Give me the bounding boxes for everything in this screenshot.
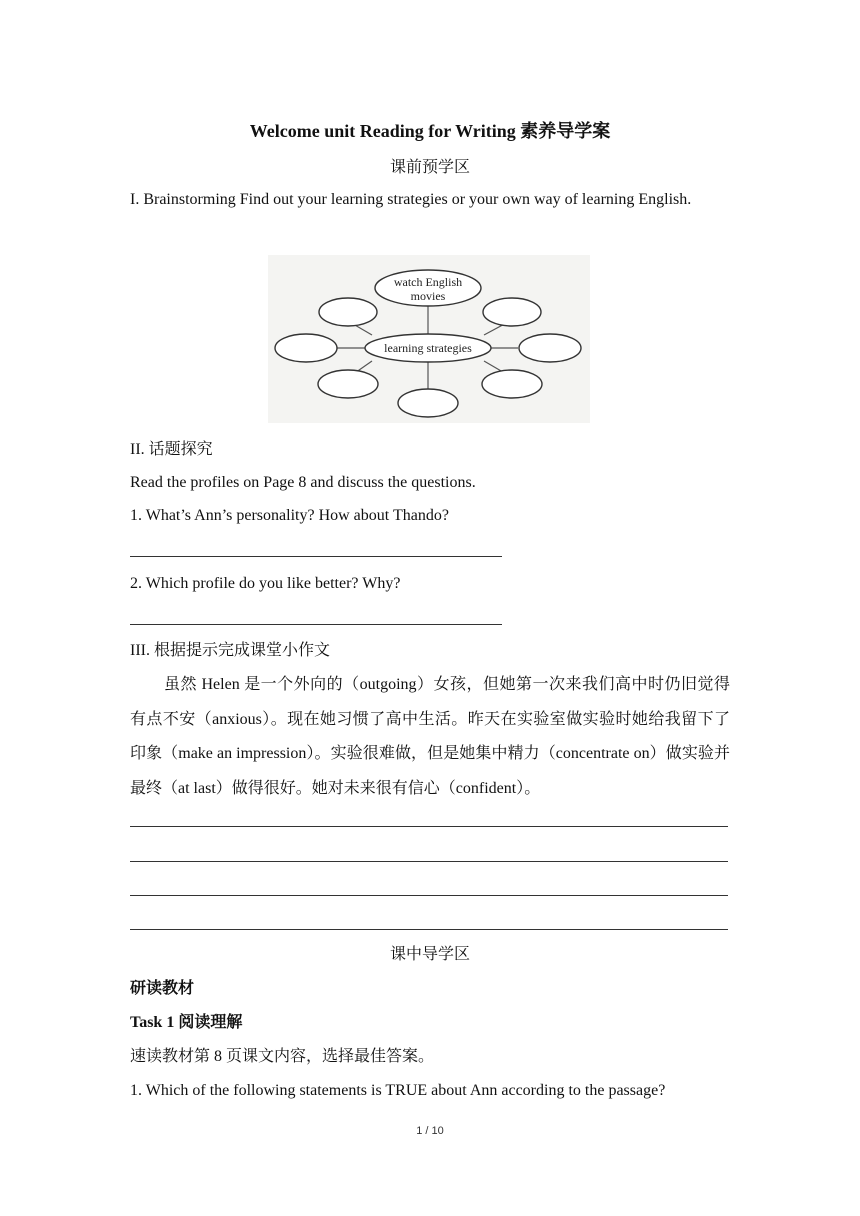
writing-line-1[interactable] xyxy=(130,826,728,827)
task-1-instruction: 速读教材第 8 页课文内容，选择最佳答案。 xyxy=(130,1048,435,1065)
task-1-question-1: 1. Which of the following statements is TRUE about Ann according to the passage? xyxy=(130,1082,666,1099)
answer-line-q1[interactable] xyxy=(130,556,502,557)
blank-node-left xyxy=(275,334,337,362)
center-node-label: learning strategies xyxy=(384,341,472,355)
composition-prompt: 虽然 Helen 是一个外向的（outgoing）女孩，但她第一次来我们高中时仍旧觉得有点不安（anxious）。现在她习惯了高中生活。昨天在实验室做实验时她给我留下了印象（make an impression）。实验很难做，但是她集中精力（concentrate on）做实验并最终（at last）做得很好。她对未来很有信心（confident）。 xyxy=(130,676,730,797)
question-1: 1. What’s Ann’s personality? How about Thando? xyxy=(130,507,449,524)
composition-heading: III. 根据提示完成课堂小作文 xyxy=(130,642,330,659)
blank-node-lower-left xyxy=(318,370,378,398)
question-2: 2. Which profile do you like better? Why? xyxy=(130,575,401,592)
blank-node-upper-right xyxy=(483,298,541,326)
task-1-title: Task 1 阅读理解 xyxy=(130,1014,243,1031)
brainstorming-instruction: I. Brainstorming Find out your learning strategies or your own way of learning English. xyxy=(130,191,692,208)
blank-node-upper-left xyxy=(319,298,377,326)
document-title: Welcome unit Reading for Writing 素养导学案 xyxy=(249,121,611,141)
topic-exploration-heading: II. 话题探究 xyxy=(130,441,213,458)
profiles-instruction: Read the profiles on Page 8 and discuss the questions. xyxy=(130,474,476,491)
section-heading-pre-class: 课前预学区 xyxy=(389,159,470,176)
learning-strategies-mind-map xyxy=(268,255,590,423)
top-node-label-line2: movies xyxy=(410,289,446,303)
writing-line-2[interactable] xyxy=(130,861,728,862)
answer-line-q2[interactable] xyxy=(130,624,502,625)
section-heading-in-class: 课中导学区 xyxy=(389,946,470,963)
blank-node-lower-right xyxy=(482,370,542,398)
writing-line-3[interactable] xyxy=(130,895,728,896)
blank-node-right xyxy=(519,334,581,362)
page-number: 1 / 10 xyxy=(416,1125,444,1137)
top-node-label-line1: watch English xyxy=(393,275,463,289)
writing-line-4[interactable] xyxy=(130,929,728,930)
study-textbook-heading: 研读教材 xyxy=(130,980,195,997)
blank-node-bottom xyxy=(398,389,458,417)
